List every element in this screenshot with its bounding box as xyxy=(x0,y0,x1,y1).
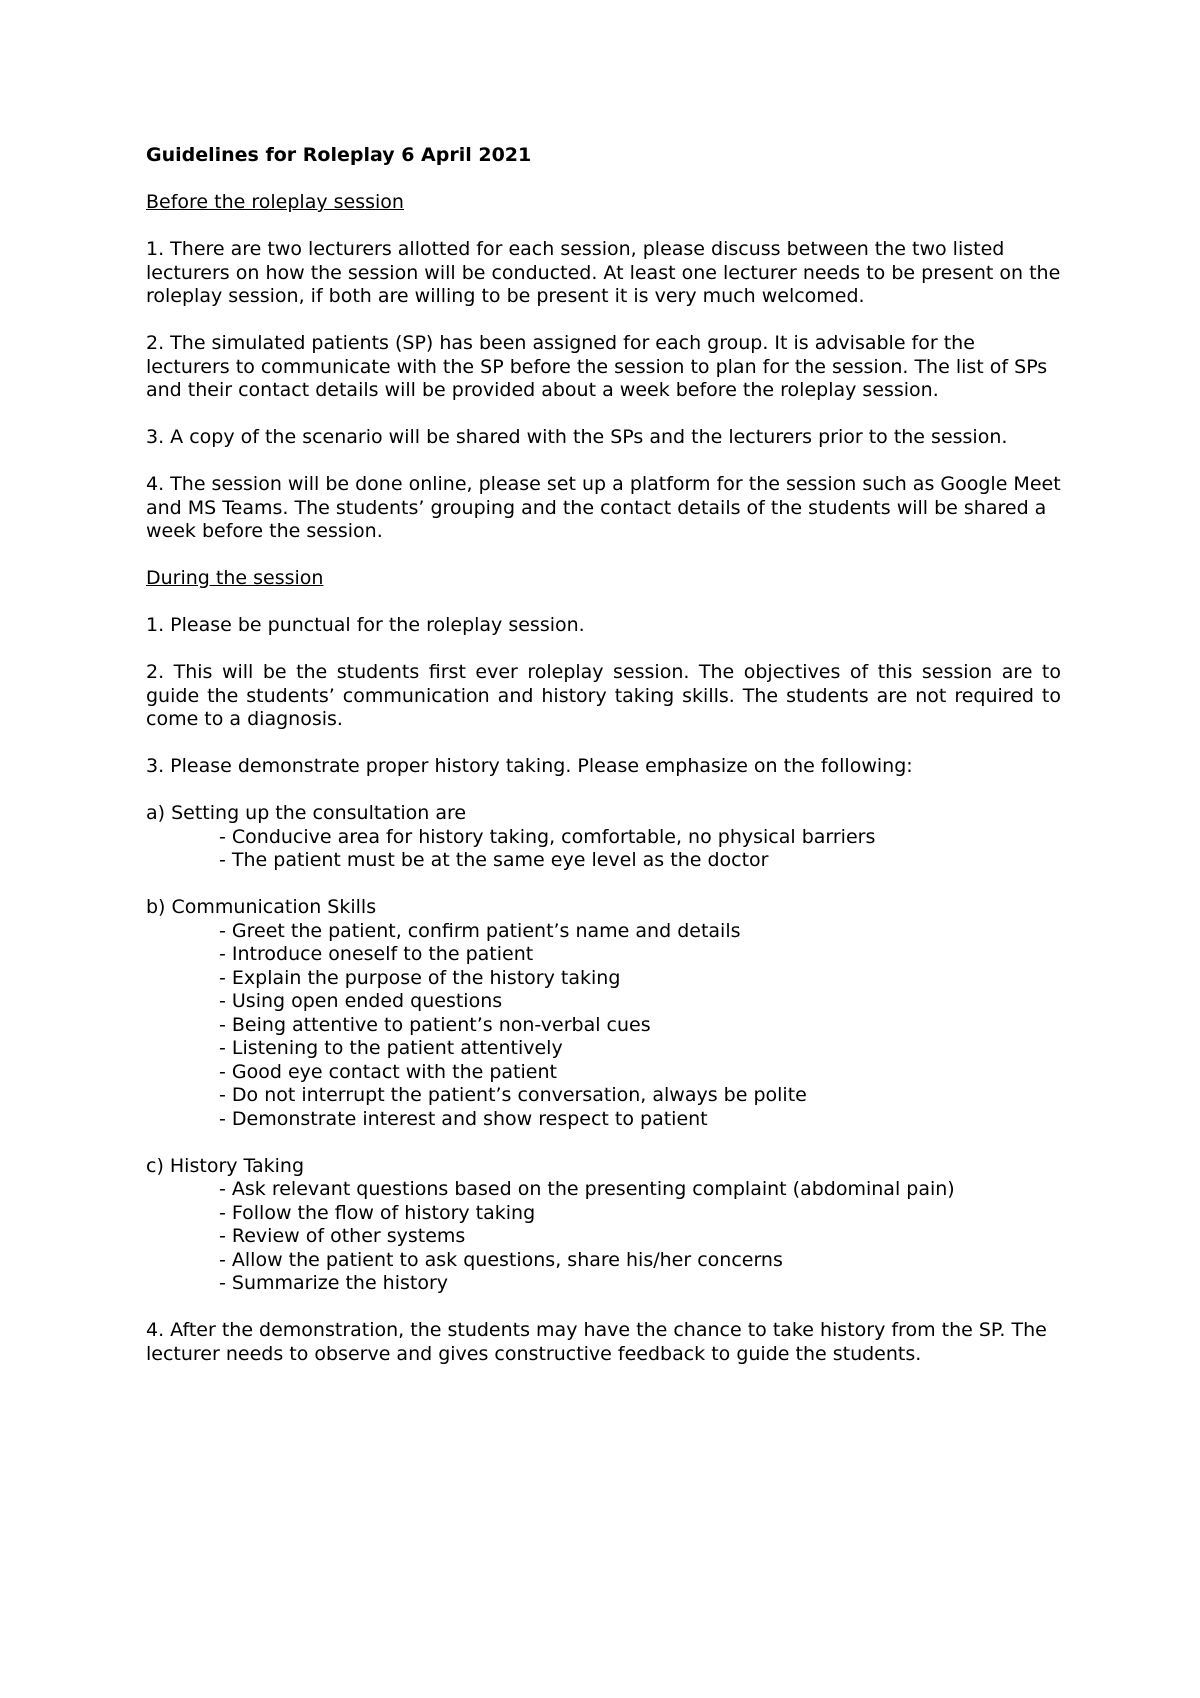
sub-c-label: c) History Taking xyxy=(146,1154,305,1177)
sub-b-point: - Introduce oneself to the patient xyxy=(219,943,534,965)
before-item-1: 1. There are two lecturers allotted for each session, please discuss between the two listed lecturers on how the session will be conducted. At least one lecturer needs to be present on the roleplay session, if both are willing to be present it is very much welcomed. xyxy=(146,238,1061,307)
sub-a-point: - The patient must be at the same eye level as the doctor xyxy=(219,849,769,871)
sub-c-point: - Review of other systems xyxy=(219,1225,466,1247)
spacer xyxy=(146,638,1061,662)
before-item-2: 2. The simulated patients (SP) has been assigned for each group. It is advisable for the lecturers to communicate with the SP before the session to plan for the session. The list of SPs and their contact details will be provided about a week before the roleplay session. xyxy=(146,332,1048,401)
document-title: Guidelines for Roleplay 6 April 2021 xyxy=(146,144,532,166)
sub-c-point: - Allow the patient to ask questions, share his/her concerns xyxy=(219,1248,783,1271)
sub-b-point: - Explain the purpose of the history taking xyxy=(219,966,621,989)
spacer xyxy=(146,215,1061,239)
during-item-3: 3. Please demonstrate proper history taking. Please emphasize on the following: xyxy=(146,755,913,777)
spacer xyxy=(146,544,1061,568)
sub-c-point: - Ask relevant questions based on the presenting complaint (abdominal pain) xyxy=(219,1178,955,1200)
sub-b-point: - Listening to the patient attentively xyxy=(219,1037,563,1059)
spacer xyxy=(146,168,1061,192)
spacer xyxy=(146,403,1061,427)
spacer xyxy=(146,1296,1061,1320)
sub-b-point: - Using open ended questions xyxy=(219,990,503,1012)
sub-a-label: a) Setting up the consultation are xyxy=(146,802,467,824)
spacer xyxy=(146,591,1061,615)
during-item-1: 1. Please be punctual for the roleplay session. xyxy=(146,614,585,636)
sub-b-point: - Demonstrate interest and show respect to patient xyxy=(219,1107,708,1130)
spacer xyxy=(146,450,1061,474)
sub-c-point: - Follow the flow of history taking xyxy=(219,1201,536,1224)
before-item-3: 3. A copy of the scenario will be shared with the SPs and the lecturers prior to the session. xyxy=(146,426,1008,448)
spacer xyxy=(146,779,1061,803)
section-heading-before: Before the roleplay session xyxy=(146,191,404,213)
document-body xyxy=(146,144,1061,1366)
sub-b-point: - Good eye contact with the patient xyxy=(219,1060,557,1083)
sub-b-point: - Greet the patient, confirm patient’s name and details xyxy=(219,919,741,942)
spacer xyxy=(146,732,1061,756)
sub-b-label: b) Communication Skills xyxy=(146,896,377,918)
sub-b-point: - Do not interrupt the patient’s conversation, always be polite xyxy=(219,1084,807,1106)
sub-c-point: - Summarize the history xyxy=(219,1272,449,1294)
spacer xyxy=(146,873,1061,897)
before-item-4: 4. The session will be done online, please set up a platform for the session such as Google Meet and MS Teams. The students’ grouping and the contact details of the students will be shared a week before the session. xyxy=(146,473,1061,542)
sub-b-point: - Being attentive to patient’s non-verbal cues xyxy=(219,1013,651,1036)
during-item-2: 2. This will be the students first ever roleplay session. The objectives of this session are to guide the students’ communication and history taking skills. The students are not required to come to a diagnosis. xyxy=(146,661,1061,730)
sub-a-point: - Conducive area for history taking, comfortable, no physical barriers xyxy=(219,825,876,848)
during-item-4: 4. After the demonstration, the students may have the chance to take history from the SP. The lecturer needs to observe and gives constructive feedback to guide the students. xyxy=(146,1319,1047,1365)
section-heading-during: During the session xyxy=(146,567,324,589)
spacer xyxy=(146,1131,1061,1155)
spacer xyxy=(146,309,1061,333)
